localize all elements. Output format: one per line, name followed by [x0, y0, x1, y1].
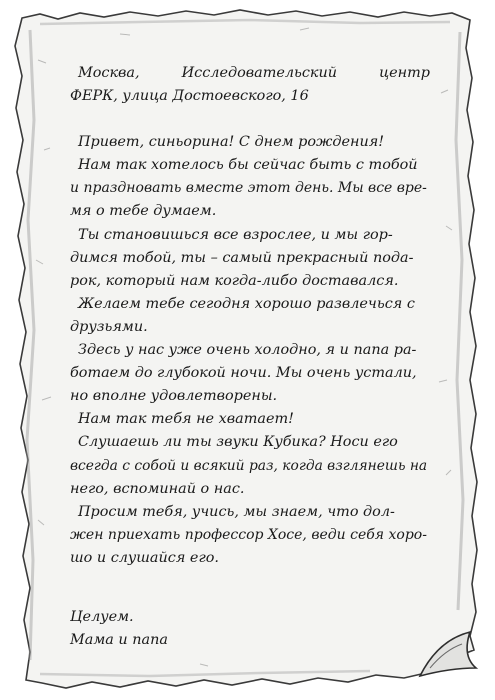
text-line: ботаем до глубокой ночи. Мы очень устали,	[70, 365, 417, 382]
text-line: но вполне удовлетворены.	[70, 388, 278, 405]
greeting-paragraph	[70, 131, 430, 154]
text-line: шо и слушайся его.	[70, 549, 219, 566]
text-line: Здесь у нас уже очень холодно, я и папа ра-	[78, 342, 417, 359]
paragraph	[70, 224, 430, 293]
text-line: мя о тебе думаем.	[70, 203, 217, 220]
closing-block	[70, 606, 430, 652]
text-line: димся тобой, ты – самый прекрасный пода-	[70, 249, 414, 266]
letter-body	[70, 62, 430, 652]
address-block	[70, 62, 430, 108]
paragraph	[70, 408, 430, 431]
text-line: всегда с собой и всякий раз, когда взглянешь на	[70, 457, 428, 474]
signature-line: Мама и папа	[70, 632, 168, 649]
paragraph	[70, 154, 430, 223]
paragraph	[70, 431, 430, 500]
text-line: Слушаешь ли ты звуки Кубика? Носи его	[78, 434, 398, 451]
text-line: Просим тебя, учись, мы знаем, что дол-	[78, 503, 395, 520]
text-line: рок, который нам когда-либо доставался.	[70, 272, 399, 289]
paragraph	[70, 339, 430, 408]
text-line: Желаем тебе сегодня хорошо развлечься с	[78, 295, 415, 312]
text-line: Ты становишься все взрослее, и мы гор-	[78, 226, 393, 243]
text-line: жен приехать профессор Хосе, веди себя хоро-	[70, 526, 427, 543]
paragraph	[70, 293, 430, 339]
text-line: друзьями.	[70, 318, 148, 335]
text-line: него, вспоминай о нас.	[70, 480, 245, 497]
paragraph	[70, 501, 430, 570]
address-line: Москва, Исследовательский центр	[78, 65, 430, 81]
text-line: Привет, синьорина! С днем рождения!	[78, 134, 385, 151]
text-line: Нам так тебя не хватает!	[78, 411, 294, 428]
text-line: Нам так хотелось бы сейчас быть с тобой	[78, 157, 418, 174]
address-line: ФЕРК, улица Достоевского, 16	[70, 88, 309, 105]
text-line: и праздновать вместе этот день. Мы все вре-	[70, 180, 427, 197]
closing-line: Целуем.	[70, 608, 134, 625]
